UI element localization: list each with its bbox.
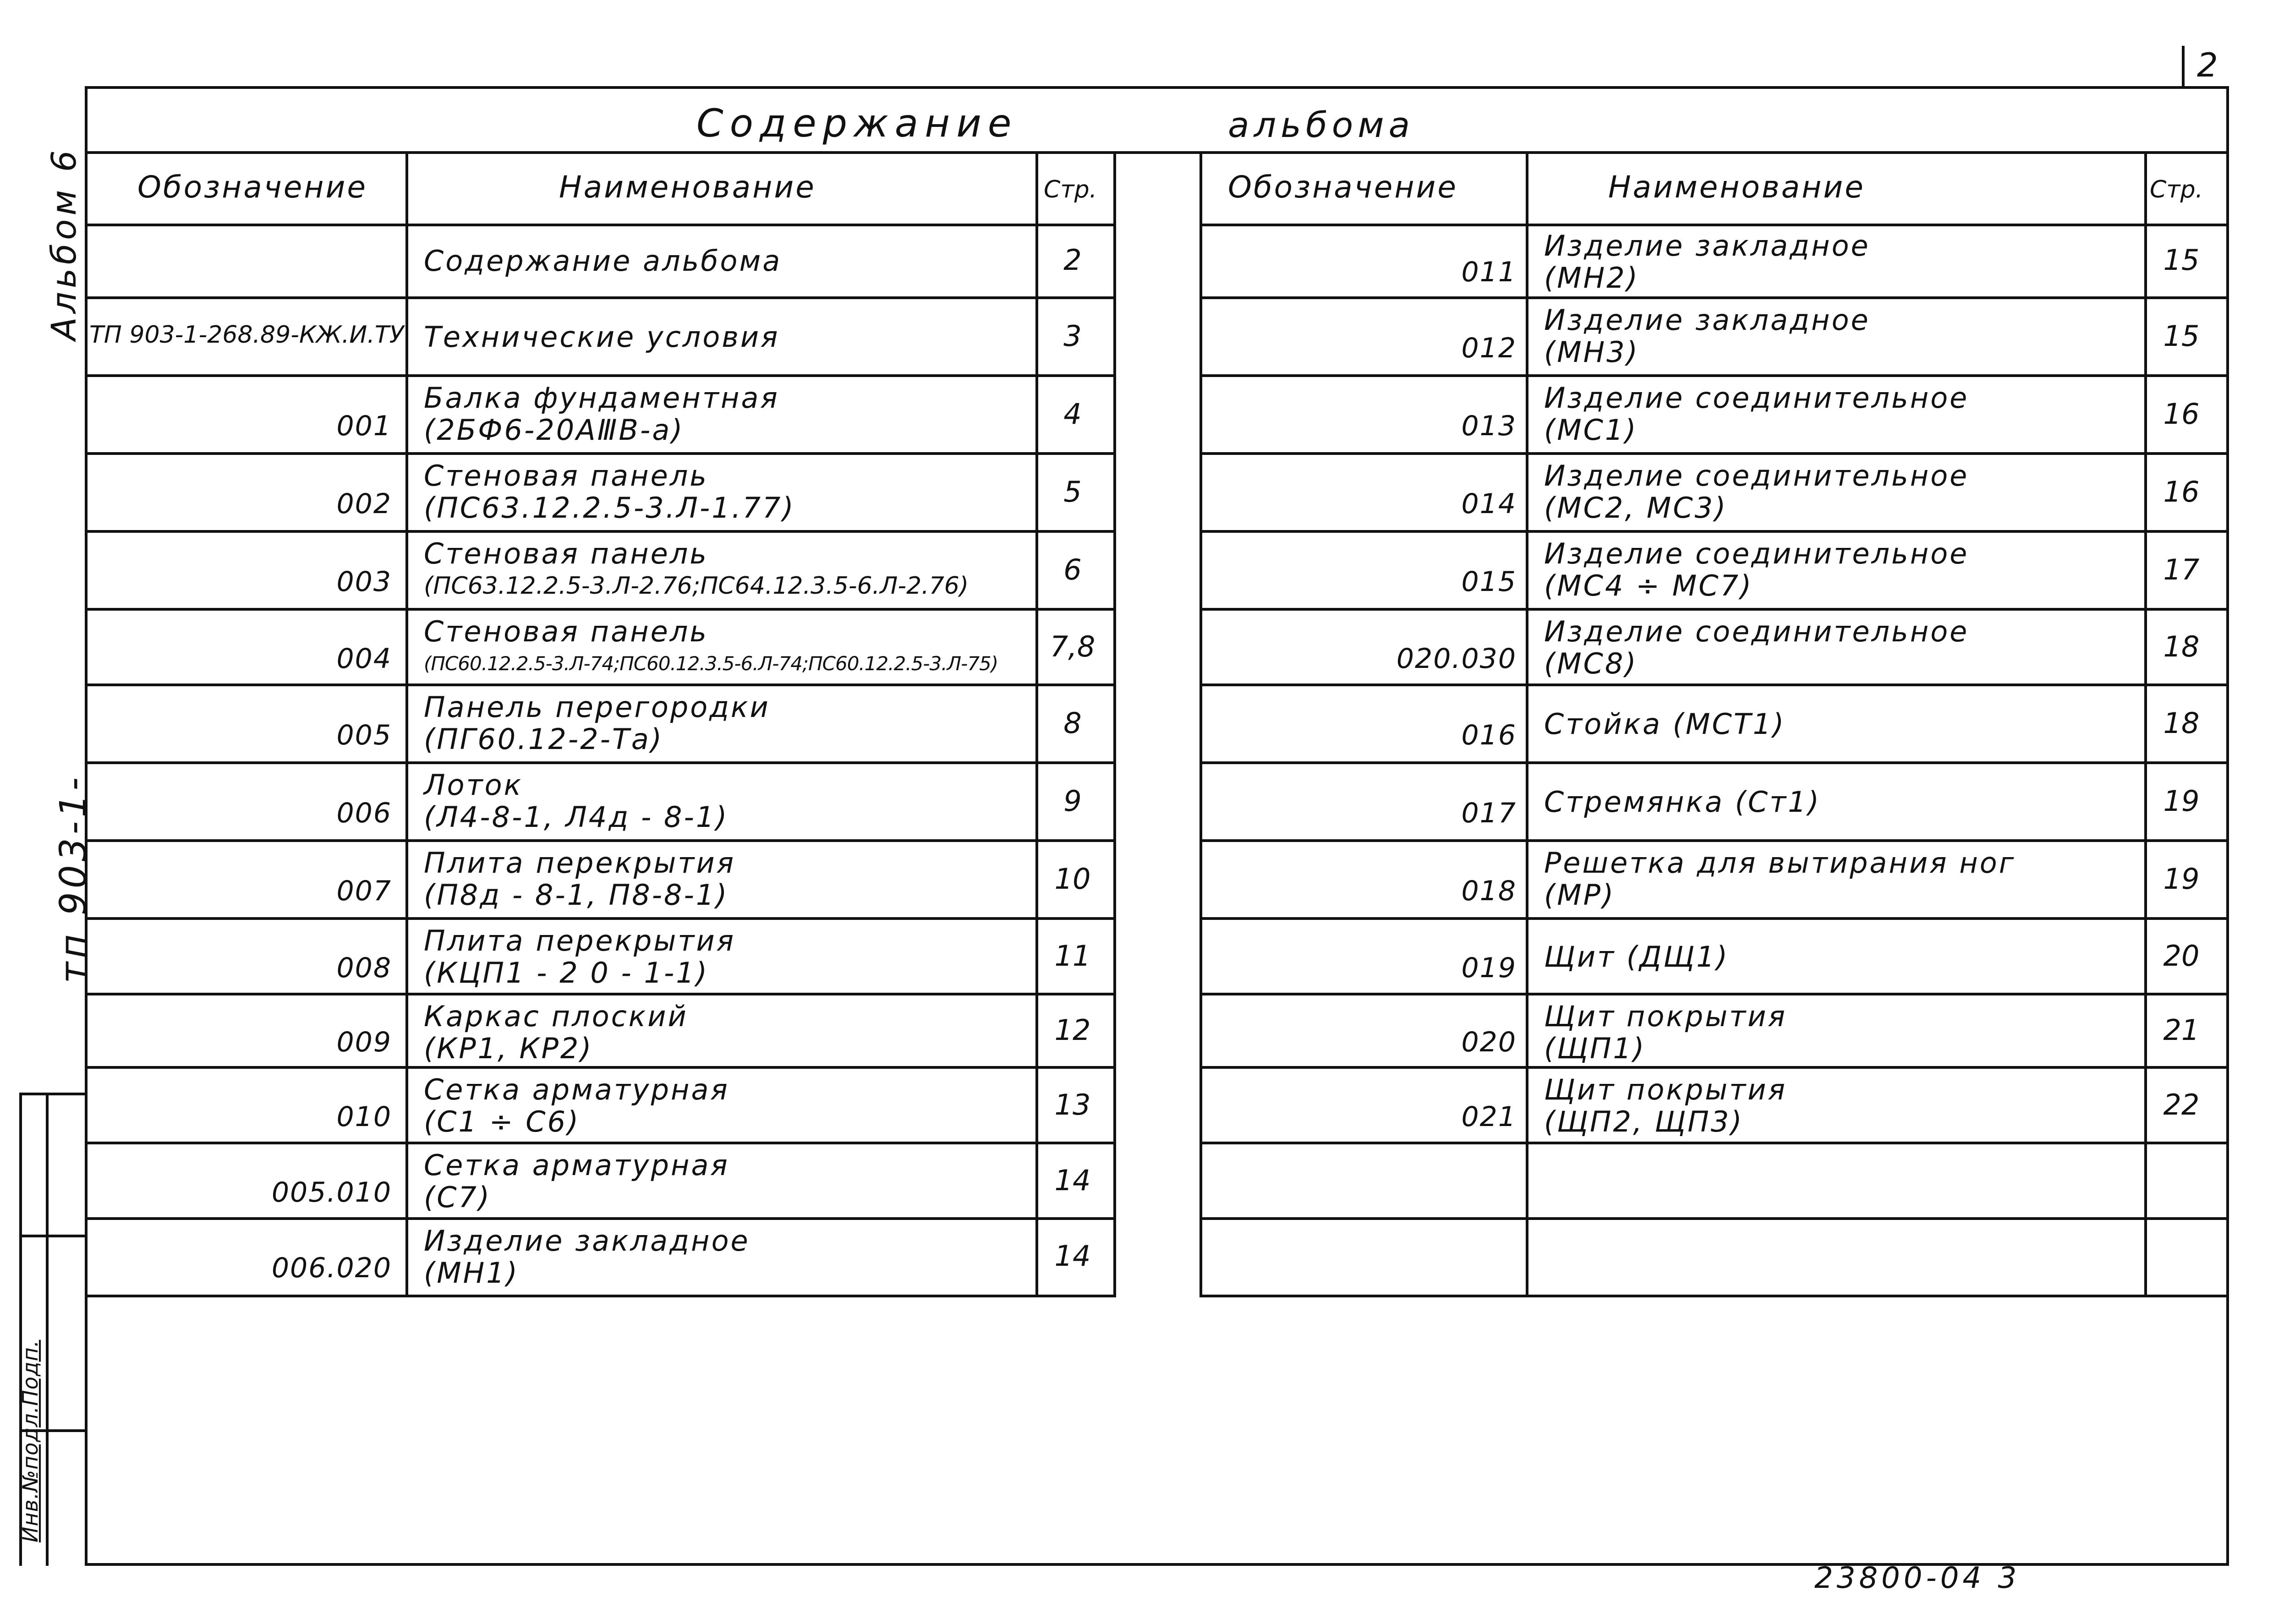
row-designation: 007 — [336, 875, 392, 907]
row-name-line-2: (МН3) — [1544, 335, 1639, 369]
row-page: 16 — [2163, 397, 2200, 431]
row-name-line-1: Плита перекрытия — [424, 846, 736, 880]
row-designation: 003 — [336, 566, 392, 598]
row-name-line-2: (ПС63.12.2.5-3.Л-1.77) — [424, 491, 795, 525]
row-name — [424, 691, 770, 755]
row-designation: 011 — [1461, 256, 1517, 288]
row-designation: 017 — [1461, 797, 1517, 829]
row-separator — [1199, 374, 2229, 377]
row-name-line-2: (2БФ6-20АⅢВ-а) — [424, 413, 685, 447]
row-name-line-1: Технические условия — [424, 320, 780, 354]
row-page: 14 — [1054, 1163, 1091, 1197]
row-separator — [1199, 530, 2229, 533]
row-name-line-1: Стеновая панель — [424, 459, 708, 492]
row-page: 18 — [2163, 629, 2200, 663]
row-separator — [85, 1217, 1116, 1220]
row-name-line-1: Изделие закладное — [424, 1224, 750, 1258]
right-header-designation: Обозначение — [1228, 170, 1458, 205]
row-name-line-2: (МС8) — [1544, 647, 1638, 680]
row-page: 10 — [1054, 862, 1091, 896]
row-page: 2 — [1063, 243, 1082, 277]
row-separator — [85, 530, 1116, 533]
row-page: 18 — [2163, 706, 2200, 740]
row-name-line-2: (МН2) — [1544, 261, 1639, 295]
row-designation: ТП 903-1-268.89-КЖ.И.ТУ — [89, 321, 404, 349]
row-name-line-1: Изделие соединительное — [1544, 615, 1969, 648]
row-page: 21 — [2163, 1013, 2200, 1047]
row-separator — [85, 1066, 1116, 1069]
row-designation: 015 — [1461, 566, 1517, 598]
row-page: 19 — [2163, 784, 2200, 818]
row-name — [1544, 230, 1870, 294]
row-page: 17 — [2163, 553, 2200, 586]
row-page: 12 — [1054, 1013, 1091, 1047]
row-name — [424, 1001, 688, 1065]
left-table-bottom — [85, 1295, 1116, 1297]
row-name — [1544, 847, 2016, 911]
right-table-left-border — [1199, 151, 1202, 1297]
right-header-line — [1199, 224, 2229, 226]
row-name-line-1: Стойка (МСТ1) — [1544, 707, 1786, 741]
row-separator — [1199, 917, 2229, 920]
row-name — [424, 1225, 750, 1289]
right-table-bottom — [1199, 1295, 2229, 1297]
row-separator — [1199, 1217, 2229, 1220]
row-name — [1544, 708, 1786, 740]
row-designation: 012 — [1461, 332, 1517, 364]
row-name-line-2: (ПС60.12.2.5-3.Л-74;ПС60.12.3.5-6.Л-74;ПС60.12.2.5-3.Л-75) — [424, 652, 998, 675]
row-name — [424, 616, 998, 680]
row-name-line-1: Стремянка (Ст1) — [1544, 785, 1821, 819]
row-name-line-1: Изделие соединительное — [1544, 381, 1969, 415]
row-name — [1544, 616, 1969, 680]
row-page: 22 — [2163, 1088, 2200, 1121]
row-page: 3 — [1063, 319, 1082, 353]
row-name-line-1: Лоток — [424, 768, 523, 802]
row-designation: 010 — [336, 1100, 392, 1133]
row-name — [424, 1074, 729, 1138]
row-page: 4 — [1063, 397, 1082, 431]
row-separator — [85, 917, 1116, 920]
page-number-divider — [2182, 46, 2185, 89]
row-name-line-1: Содержание альбома — [424, 244, 782, 278]
right-header-page: Стр. — [2150, 176, 2203, 203]
row-page: 19 — [2163, 862, 2200, 896]
row-designation: 016 — [1461, 719, 1517, 751]
row-page: 7,8 — [1050, 629, 1095, 663]
title-left: Содержание — [696, 101, 1018, 146]
row-name — [424, 382, 779, 446]
row-separator — [1199, 761, 2229, 764]
row-separator — [85, 374, 1116, 377]
stamp-label: Инв.№подл.Подп. — [18, 1340, 43, 1542]
row-designation: 014 — [1461, 488, 1517, 520]
row-separator — [1199, 452, 2229, 455]
row-name-line-1: Сетка арматурная — [424, 1148, 729, 1182]
row-name-line-1: Балка фундаментная — [424, 381, 779, 415]
side-project-label: тп 903-1- — [52, 773, 95, 984]
row-name-line-2: (КЦП1 - 2 0 - 1-1) — [424, 956, 709, 990]
right-col-divider-1 — [1526, 151, 1528, 1297]
row-name — [1544, 786, 1821, 818]
left-header-designation: Обозначение — [137, 170, 367, 205]
row-name — [424, 769, 728, 833]
row-name — [1544, 1074, 1787, 1138]
row-page: 15 — [2163, 243, 2200, 277]
row-name — [424, 847, 735, 911]
row-designation: 021 — [1461, 1100, 1517, 1133]
row-page: 13 — [1054, 1088, 1091, 1121]
left-table-right-border — [1113, 151, 1116, 1297]
right-header-name: Наименование — [1608, 170, 1865, 205]
row-separator — [1199, 296, 2229, 299]
row-name-line-1: Стеновая панель — [424, 615, 708, 648]
row-name-line-1: Стеновая панель — [424, 537, 708, 570]
row-name-line-2: (ПС63.12.2.5-3.Л-2.76;ПС64.12.3.5-6.Л-2.76) — [424, 572, 969, 600]
row-name-line-1: Щит покрытия — [1544, 1073, 1787, 1106]
row-page: 11 — [1054, 939, 1091, 973]
row-name — [424, 925, 735, 989]
row-separator — [1199, 993, 2229, 995]
row-name-line-2: (МС1) — [1544, 413, 1638, 447]
row-name — [1544, 382, 1969, 446]
row-separator — [1199, 1066, 2229, 1069]
row-name-line-1: Панель перегородки — [424, 690, 770, 724]
row-name-line-1: Плита перекрытия — [424, 924, 736, 957]
row-name-line-1: Сетка арматурная — [424, 1073, 729, 1106]
side-album-label: Альбом 6 — [44, 147, 84, 340]
row-name — [1544, 304, 1870, 368]
row-designation: 020.030 — [1396, 642, 1517, 675]
row-designation: 004 — [336, 642, 392, 675]
row-designation: 008 — [336, 951, 392, 984]
row-designation: 018 — [1461, 875, 1517, 907]
row-name-line-1: Решетка для вытирания ног — [1544, 846, 2016, 880]
row-page: 9 — [1063, 784, 1082, 818]
row-name-line-2: (КР1, КР2) — [424, 1032, 593, 1065]
row-name — [1544, 1001, 1787, 1065]
row-designation: 009 — [336, 1026, 392, 1058]
row-separator — [85, 761, 1116, 764]
row-page: 15 — [2163, 319, 2200, 353]
row-separator — [85, 1142, 1116, 1144]
row-name-line-1: Изделие соединительное — [1544, 459, 1969, 492]
row-designation: 013 — [1461, 410, 1517, 442]
row-name-line-1: Изделие закладное — [1544, 229, 1870, 262]
page-number: 2 — [2197, 46, 2218, 84]
row-name-line-2: (МР) — [1544, 878, 1616, 912]
row-name-line-2: (С1 ÷ С6) — [424, 1105, 581, 1138]
row-page: 16 — [2163, 475, 2200, 509]
row-name — [1544, 941, 1729, 973]
row-designation: 005.010 — [271, 1176, 392, 1208]
row-page: 6 — [1063, 553, 1082, 586]
row-name-line-1: Щит (ДЩ1) — [1544, 940, 1730, 973]
row-page: 20 — [2163, 939, 2200, 973]
row-separator — [85, 296, 1116, 299]
row-designation: 006 — [336, 797, 392, 829]
left-header-name: Наименование — [559, 170, 816, 205]
title-right: альбома — [1228, 104, 1415, 145]
row-name-line-2: (ПГ60.12-2-Та) — [424, 722, 664, 756]
row-designation: 005 — [336, 719, 392, 751]
row-designation: 002 — [336, 488, 392, 520]
row-designation: 006.020 — [271, 1252, 392, 1284]
row-name — [424, 460, 795, 524]
row-separator — [85, 993, 1116, 995]
row-name — [424, 538, 969, 602]
row-name — [1544, 460, 1969, 524]
left-header-page: Стр. — [1044, 176, 1097, 203]
row-name-line-2: (ЩП2, ЩП3) — [1544, 1105, 1744, 1138]
row-name-line-1: Изделие соединительное — [1544, 537, 1969, 570]
row-name — [424, 245, 782, 277]
row-name-line-2: (Л4-8-1, Л4д - 8-1) — [424, 800, 729, 834]
row-name-line-2: (С7) — [424, 1181, 492, 1214]
row-separator — [85, 452, 1116, 455]
row-page: 8 — [1063, 706, 1082, 740]
row-name-line-2: (МС2, МС3) — [1544, 491, 1728, 525]
row-separator — [1199, 608, 2229, 611]
row-separator — [85, 839, 1116, 842]
stamp-line-inner — [46, 1093, 49, 1566]
row-name-line-2: (П8д - 8-1, П8-8-1) — [424, 878, 729, 912]
row-separator — [85, 684, 1116, 686]
left-col-divider-1 — [405, 151, 408, 1297]
row-name-line-1: Щит покрытия — [1544, 1000, 1787, 1033]
row-name-line-2: (ЩП1) — [1544, 1032, 1646, 1065]
row-designation: 001 — [336, 410, 392, 442]
row-name-line-2: (МН1) — [424, 1256, 519, 1290]
row-name — [424, 1149, 729, 1214]
row-name-line-1: Изделие закладное — [1544, 303, 1870, 337]
row-page: 14 — [1054, 1239, 1091, 1273]
left-header-line — [85, 224, 1116, 226]
row-name — [1544, 538, 1969, 602]
row-separator — [1199, 839, 2229, 842]
stamp-line-top — [19, 1093, 88, 1095]
stamp-line-2 — [19, 1235, 88, 1237]
row-separator — [1199, 684, 2229, 686]
document-number: 23800-04 3 — [1814, 1561, 2021, 1595]
row-name-line-1: Каркас плоский — [424, 1000, 688, 1033]
row-separator — [1199, 1142, 2229, 1144]
row-designation: 020 — [1461, 1026, 1517, 1058]
row-name-line-2: (МС4 ÷ МС7) — [1544, 569, 1753, 602]
row-separator — [85, 608, 1116, 611]
row-page: 5 — [1063, 475, 1082, 509]
row-designation: 019 — [1461, 951, 1517, 984]
row-name — [424, 321, 779, 353]
